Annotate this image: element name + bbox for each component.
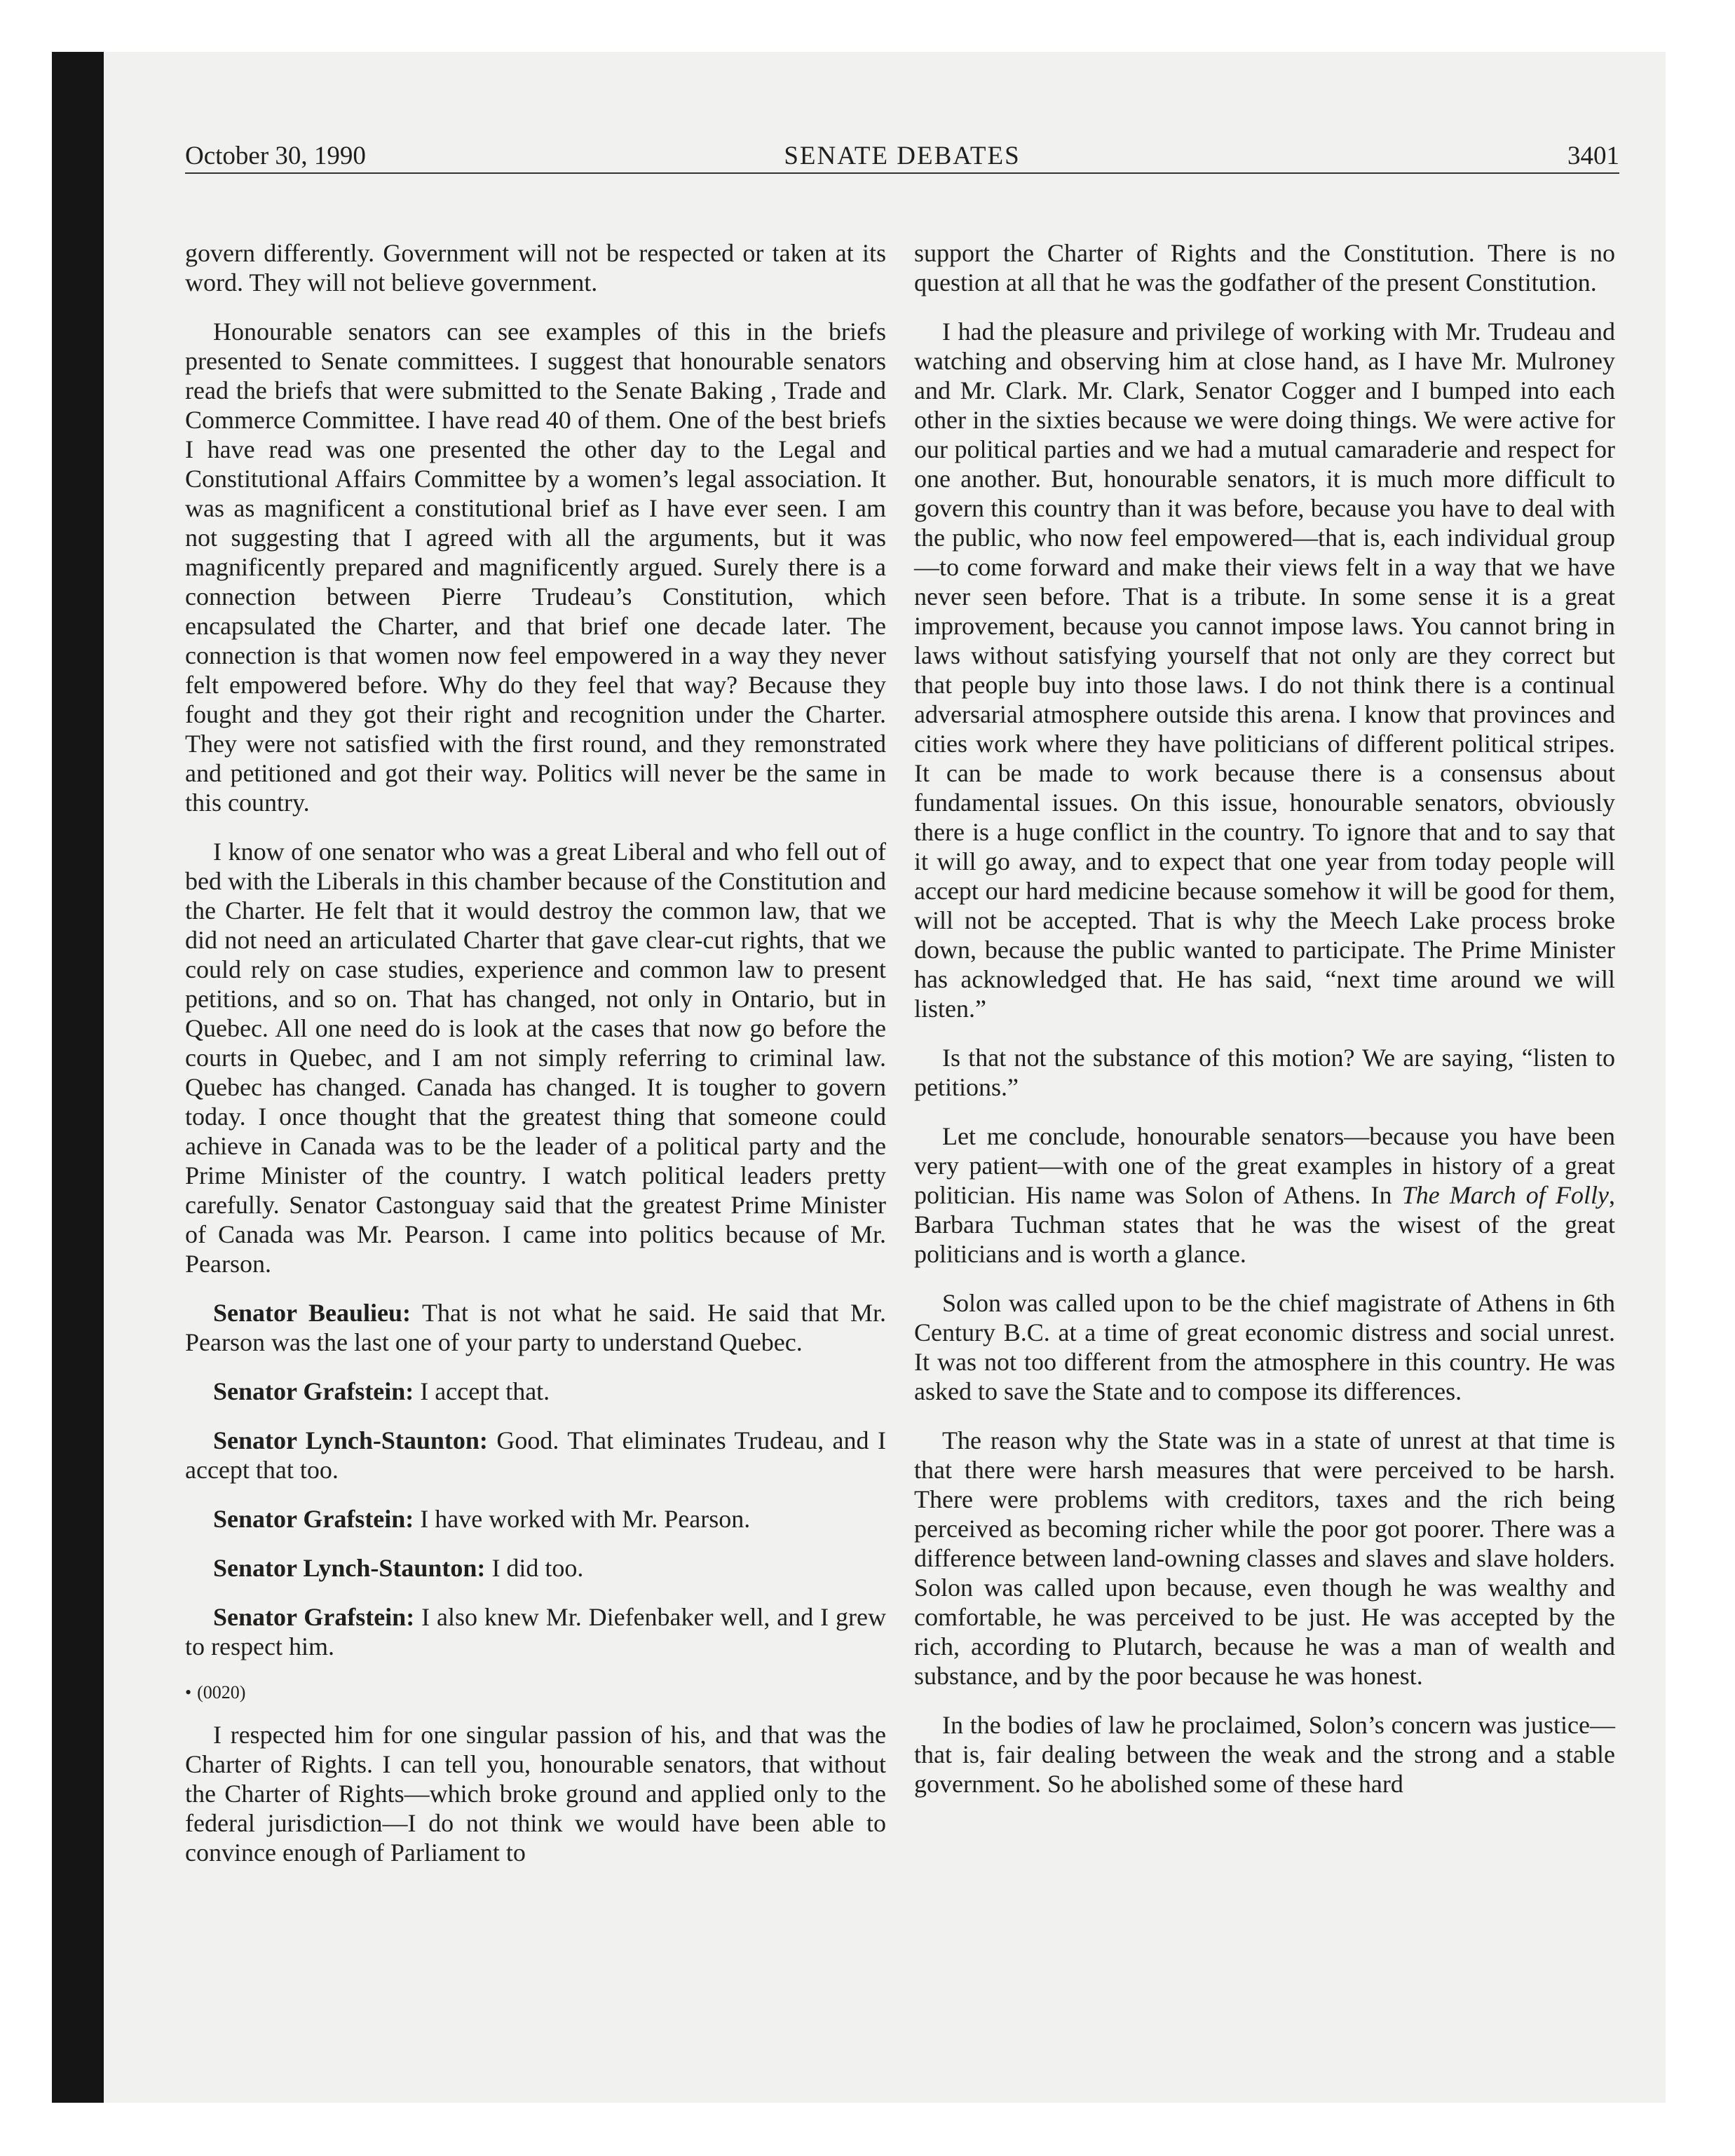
speech-text: I have worked with Mr. Pearson. [414,1505,751,1533]
speech-text: That is not what he said. He said that Mr. Pearson was the last one of your party to understand Quebec. [185,1299,886,1356]
paragraph: Solon was called upon to be the chief magistrate of Athens in 6th Century B.C. at a time of great economic distress and social unrest. It was not too different from the atmosphere in this country. He was asked to save the State and to compose its differences. [914,1289,1615,1405]
speaker-exchange [185,1377,886,1406]
paragraph: In the bodies of law he proclaimed, Solon’s concern was justice—that is, fair dealing between the weak and the strong and a stable government. So he abolished some of these hard [914,1711,1615,1798]
speaker-name: Senator Grafstein: [213,1505,414,1533]
book-title: The March of Folly [1401,1181,1609,1209]
left-column [185,238,886,1887]
header-title: SENATE DEBATES [784,142,1021,170]
paragraph: The reason why the State was in a state of unrest at that time is that there were harsh measures that were perceived to be harsh. There were problems with creditors, taxes and the rich being perceived as becoming richer while the poor got poorer. There was a difference between land-owning classes and slaves and slave holders. Solon was called upon because, even though he was wealthy and comfortable, he was perceived to be just. He was accepted by the rich, according to Plutarch, because he was a man of wealth and substance, and by the poor because he was honest. [914,1426,1615,1690]
paragraph: Is that not the substance of this motion? We are saying, “listen to petitions.” [914,1044,1615,1101]
time-marker [185,1681,886,1705]
speech-text: Good. That eliminates Trudeau, and I accept that too. [185,1426,886,1484]
scan-dark-edge [52,52,104,2103]
paragraph [914,1121,1615,1269]
speech-text: I did too. [485,1554,584,1582]
paragraph-text: , Barbara Tuchman states that he was the wisest of the great politicians and is worth a glance. [914,1181,1615,1268]
paragraph: Honourable senators can see examples of this in the briefs presented to Senate committees. I suggest that honourable senators read the briefs that were submitted to the Senate Baking , Trade and Commerce Committee. I have read 40 of them. One of the best briefs I have read was one presented the other day to the Legal and Constitutional Affairs Committee by a women’s legal association. It was as magnificent a constitutional brief as I have ever seen. I am not suggesting that I agreed with all the arguments, but it was magnificently prepared and magnificently argued. Surely there is a connection between Pierre Trudeau’s Constitution, which encapsulated the Charter, and that brief one decade later. The connection is that women now feel empowered in a way they never felt empowered before. Why do they feel that way? Because they fought and they got their right and recognition under the Charter. They were not satisfied with the first round, and they remonstrated and petitioned and got their way. Politics will never be the same in this country. [185,318,886,817]
speaker-name: Senator Grafstein: [213,1603,415,1631]
right-column [914,238,1615,1818]
speaker-exchange [185,1426,886,1485]
time-marker-text: (0020) [197,1682,246,1703]
paragraph: I respected him for one singular passion of his, and that was the Charter of Rights. I can tell you, honourable senators, that without the Charter of Rights—which broke ground and applied only to the federal jurisdiction—I do not think we would have been able to convince enough of Parliament to [185,1721,886,1867]
speech-text: I accept that. [414,1377,550,1405]
paragraph: govern differently. Government will not be respected or taken at its word. They will not believe government. [185,239,886,296]
speech-text: I also knew Mr. Diefenbaker well, and I grew to respect him. [185,1603,886,1660]
page-header [185,139,1619,174]
speaker-name: Senator Lynch-Staunton: [213,1554,486,1582]
paragraph-text: Let me conclude, honourable senators—because you have been very patient—with one of the great examples in history of a great politician. His name was Solon of Athens. In [914,1122,1615,1209]
speaker-name: Senator Lynch-Staunton: [213,1426,488,1454]
header-date: October 30, 1990 [185,142,366,170]
speaker-exchange [185,1602,886,1661]
paragraph: I know of one senator who was a great Liberal and who fell out of bed with the Liberals in this chamber because of the Constitution and the Charter. He felt that it would destroy the common law, that we did not need an articulated Charter that gave clear-cut rights, that we could rely on case studies, experience and common law to present petitions, and so on. That has changed, not only in Ontario, but in Quebec. All one need do is look at the cases that now go before the courts in Quebec, and I am not simply referring to criminal law. Quebec has changed. Canada has changed. It is tougher to govern today. I once thought that the greatest thing that someone could achieve in Canada was to be the leader of a political party and the Prime Minister of the country. I watch political leaders pretty carefully. Senator Castonguay said that the greatest Prime Minister of Canada was Mr. Pearson. I came into politics because of Mr. Pearson. [185,838,886,1278]
speaker-exchange [185,1553,886,1583]
speaker-exchange [185,1504,886,1534]
page-number: 3401 [1567,142,1619,170]
speaker-exchange [185,1298,886,1357]
bullet-icon: • [185,1682,192,1703]
paragraph: support the Charter of Rights and the Constitution. There is no question at all that he was the godfather of the present Constitution. [914,239,1615,296]
paragraph: I had the pleasure and privilege of working with Mr. Trudeau and watching and observing him at close hand, as I have Mr. Mulroney and Mr. Clark. Mr. Clark, Senator Cogger and I bumped into each other in the sixties because we were doing things. We were active for our political parties and we had a mutual camaraderie and respect for one another. But, honourable senators, it is much more difficult to govern this country than it was before, because you have to deal with the public, who now feel empowered—that is, each individual group—to come forward and make their views felt in a way that we have never seen before. That is a tribute. In some sense it is a great improvement, because you cannot impose laws. You cannot bring in laws without satisfying yourself that not only are they correct but that people buy into those laws. I do not think there is a continual adversarial atmosphere outside this arena. I know that provinces and cities work where they have politicians of different political stripes. It can be made to work because there is a consensus about fundamental issues. On this issue, honourable senators, obviously there is a huge conflict in the country. To ignore that and to say that it will go away, and to expect that one year from today people will accept our hard medicine because somehow it will be good for them, will not be accepted. That is why the Meech Lake process broke down, because the public wanted to participate. The Prime Minister has acknowledged that. He has said, “next time around we will listen.” [914,318,1615,1023]
speaker-name: Senator Grafstein: [213,1377,414,1405]
speaker-name: Senator Beaulieu: [213,1299,411,1327]
header-rule [185,172,1619,174]
